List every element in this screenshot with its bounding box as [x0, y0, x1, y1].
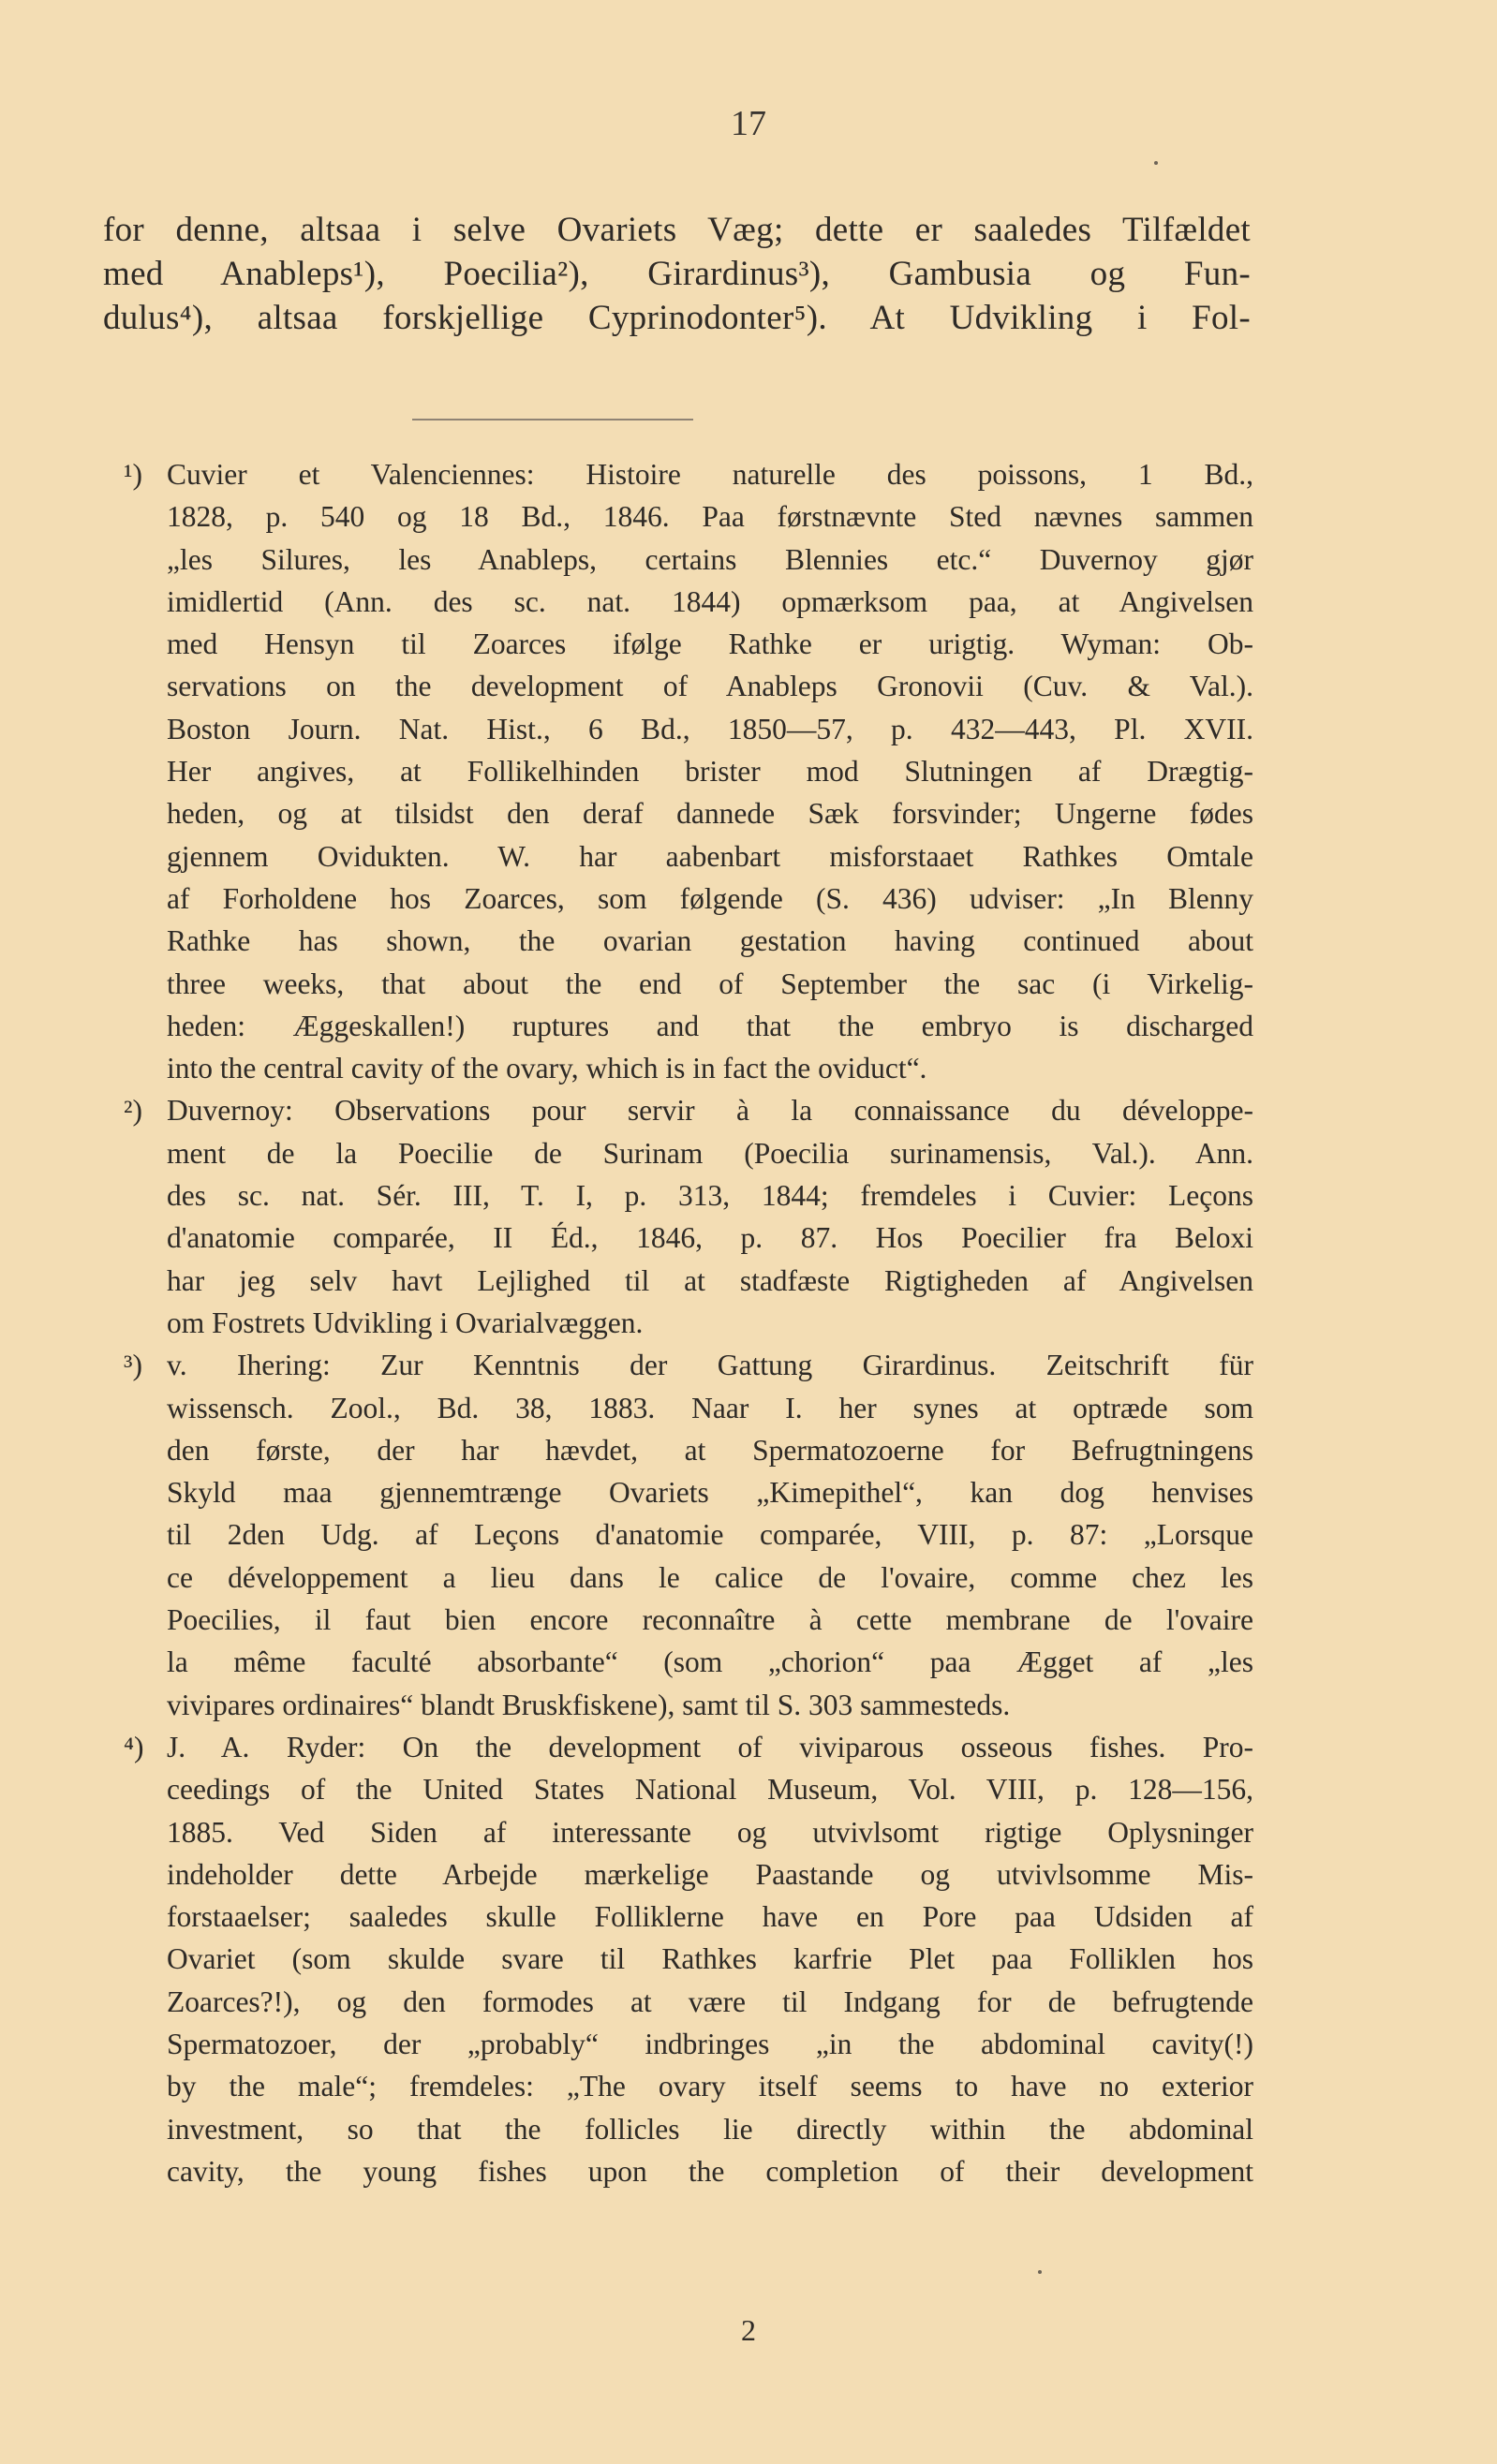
footnote-line: Spermatozoer, der „probably“ indbringes „in the abdominal cavity(!) — [167, 2027, 1253, 2060]
footnote-line: heden: Æggeskallen!) ruptures and that the embryo is discharged — [167, 1009, 1253, 1042]
footnote-line: servations on the development of Anableps Gronovii (Cuv. & Val.). — [167, 670, 1253, 703]
footnote-line: indeholder dette Arbejde mærkelige Paastande og utvivlsomme Mis- — [167, 1857, 1253, 1891]
print-speck — [1038, 2270, 1042, 2274]
footnote-line: Skyld maa gjennemtrænge Ovariets „Kimepithel“, kan dog henvises — [167, 1476, 1253, 1510]
footnote-line: af Forholdene hos Zoarces, som følgende (S. 436) udviser: „In Blenny — [167, 881, 1253, 915]
footnote-line: Zoarces?!), og den formodes at være til Indgang for de befrugtende — [167, 1984, 1253, 2018]
footnote-line: wissensch. Zool., Bd. 38, 1883. Naar I. her synes at optræde som — [167, 1391, 1253, 1424]
footnote-line: den første, der har hævdet, at Spermatozoerne for Befrugtningens — [167, 1433, 1253, 1467]
footnote-line: Ovariet (som skulde svare til Rathkes karfrie Plet paa Folliklen hos — [167, 1942, 1253, 1976]
main-text-line: med Anableps¹), Poecilia²), Girardinus³), Gambusia og Fun- — [103, 255, 1251, 293]
footnote-4 — [124, 1726, 1253, 2192]
footnote-line: ment de la Poecilie de Surinam (Poecilia surinamensis, Val.). Ann. — [167, 1136, 1253, 1170]
footnote-separator — [412, 419, 693, 421]
footnote-line: heden, og at tilsidst den deraf dannede Sæk forsvinder; Ungerne fødes — [167, 797, 1253, 831]
footnote-line: Rathke has shown, the ovarian gestation having continued about — [167, 924, 1253, 958]
footnote-line: ce développement a lieu dans le calice de l'ovaire, comme chez les — [167, 1560, 1253, 1594]
footnote-line: 1885. Ved Siden af interessante og utvivlsomt rigtige Oplysninger — [167, 1815, 1253, 1849]
main-text-line: for denne, altsaa i selve Ovariets Væg; dette er saaledes Tilfældet — [103, 211, 1251, 249]
footnote-line: Duvernoy: Observations pour servir à la connaissance du développe- — [167, 1094, 1253, 1128]
footnote-line: til 2den Udg. af Leçons d'anatomie comparée, VIII, p. 87: „Lorsque — [167, 1518, 1253, 1552]
footnote-line: J. A. Ryder: On the development of viviparous osseous fishes. Pro- — [167, 1730, 1253, 1763]
footnote-line: har jeg selv havt Lejlighed til at stadfæste Rigtigheden af Angivelsen — [167, 1263, 1253, 1297]
footnote-line: 1828, p. 540 og 18 Bd., 1846. Paa førstnævnte Sted nævnes sammen — [167, 500, 1253, 534]
footnote-line: des sc. nat. Sér. III, T. I, p. 313, 1844; fremdeles i Cuvier: Leçons — [167, 1179, 1253, 1213]
footnote-line: into the central cavity of the ovary, which is in fact the oviduct“. — [167, 1052, 927, 1085]
footnote-line: Cuvier et Valenciennes: Histoire naturelle des poissons, 1 Bd., — [167, 458, 1253, 491]
footnote-line: „les Silures, les Anableps, certains Blennies etc.“ Duvernoy gjør — [167, 542, 1253, 576]
footnote-line: v. Ihering: Zur Kenntnis der Gattung Girardinus. Zeitschrift für — [167, 1349, 1253, 1382]
footnote-line: ceedings of the United States National Museum, Vol. VIII, p. 128—156, — [167, 1773, 1253, 1807]
footnote-line: imidlertid (Ann. des sc. nat. 1844) opmærksom paa, at Angivelsen — [167, 584, 1253, 618]
footnote-marker: ⁴) — [124, 1730, 144, 1763]
footnote-line: forstaaelser; saaledes skulle Folliklerne have en Pore paa Udsiden af — [167, 1900, 1253, 1934]
main-text — [103, 208, 1251, 340]
footnote-3 — [124, 1344, 1253, 1726]
footnote-line: med Hensyn til Zoarces ifølge Rathke er urigtig. Wyman: Ob- — [167, 627, 1253, 661]
footnote-marker: ¹) — [124, 458, 142, 491]
footnote-1 — [124, 453, 1253, 1089]
footnote-line: Boston Journ. Nat. Hist., 6 Bd., 1850—57, p. 432—443, Pl. XVII. — [167, 712, 1253, 745]
main-text-line: dulus⁴), altsaa forskjellige Cyprinodonter⁵). At Udvikling i Fol- — [103, 299, 1251, 337]
footnote-2 — [124, 1089, 1253, 1344]
footnote-line: la même faculté absorbante“ (som „chorion“ paa Ægget af „les — [167, 1645, 1253, 1679]
footnote-line: om Fostrets Udvikling i Ovarialvæggen. — [167, 1306, 644, 1339]
footnote-line: d'anatomie comparée, II Éd., 1846, p. 87. Hos Poecilier fra Beloxi — [167, 1221, 1253, 1255]
footnote-line: vivipares ordinaires“ blandt Bruskfiskene), samt til S. 303 sammesteds. — [167, 1688, 1011, 1721]
page-number: 17 — [731, 104, 766, 143]
print-speck — [1154, 161, 1158, 165]
footnote-line: investment, so that the follicles lie directly within the abdominal — [167, 2112, 1253, 2146]
footnote-line: cavity, the young fishes upon the completion of their development — [167, 2154, 1253, 2188]
footnote-line: by the male“; fremdeles: „The ovary itself seems to have no exterior — [167, 2070, 1253, 2103]
footnotes — [124, 453, 1253, 2192]
footnote-marker: ³) — [124, 1349, 142, 1382]
footnote-marker: ²) — [124, 1094, 142, 1128]
footnote-line: Poecilies, il faut bien encore reconnaître à cette membrane de l'ovaire — [167, 1603, 1253, 1637]
footnote-line: gjennem Ovidukten. W. har aabenbart misforstaaet Rathkes Omtale — [167, 839, 1253, 873]
footnote-line: Her angives, at Follikelhinden brister mod Slutningen af Drægtig- — [167, 755, 1253, 789]
signature-mark: 2 — [741, 2313, 756, 2347]
footnote-line: three weeks, that about the end of September the sac (i Virkelig- — [167, 966, 1253, 1000]
